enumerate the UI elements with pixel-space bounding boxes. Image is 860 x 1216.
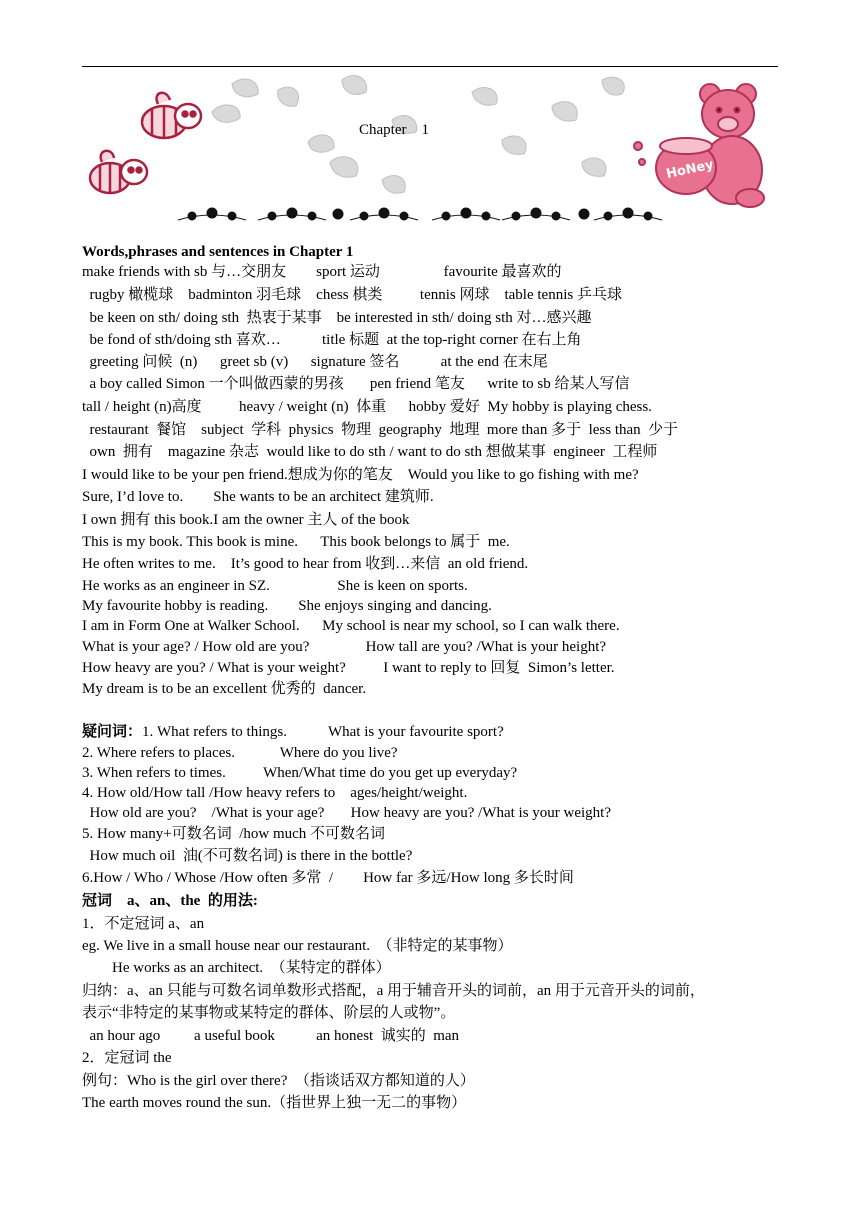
honey-bear-icon	[634, 84, 764, 207]
text-line: make friends with sb 与…交朋友 sport 运动 favourite 最喜欢的	[82, 264, 562, 280]
text-line: Words,phrases and sentences in Chapter 1	[82, 244, 354, 260]
text-line: Sure, I’d love to. She wants to be an architect 建筑师.	[82, 489, 434, 505]
text-line: This is my book. This book is mine. This book belongs to 属于 me.	[82, 534, 510, 550]
text-line: a boy called Simon 一个叫做西蒙的男孩 pen friend 笔友 write to sb 给某人写信	[82, 376, 630, 392]
text-line: I would like to be your pen friend.想成为你的笔友 Would you like to go fishing with me?	[82, 467, 639, 483]
text-line: What is your age? / How old are you? How tall are you? /What is your height?	[82, 639, 607, 655]
text-line: greeting 问候 (n) greet sb (v) signature 签名 at the end 在末尾	[82, 354, 548, 370]
text-line: 4. How old/How tall /How heavy refers to ages/height/weight.	[82, 785, 468, 801]
text-line: eg. We live in a small house near our restaurant. （非特定的某事物）	[82, 938, 513, 954]
text-line: He works as an architect. （某特定的群体）	[82, 960, 391, 976]
text-line	[82, 722, 504, 742]
text-line: 例句：Who is the girl over there? （指谈话双方都知道的人）	[82, 1073, 475, 1089]
text-line: How old are you? /What is your age? How heavy are you? /What is your weight?	[82, 805, 612, 821]
text-line: be fond of sth/doing sth 喜欢… title 标题 at the top-right corner 在右上角	[82, 332, 582, 348]
text-line: be keen on sth/ doing sth 热衷于某事 be interested in sth/ doing sth 对…感兴趣	[82, 310, 592, 326]
text-line: 1．不定冠词 a、an	[82, 916, 205, 932]
header-rule	[82, 66, 778, 67]
text-line: I am in Form One at Walker School. My school is near my school, so I can walk there.	[82, 618, 620, 634]
text-line: tall / height (n)高度 heavy / weight (n) 体重 hobby 爱好 My hobby is playing chess.	[82, 399, 652, 415]
text-line: My dream is to be an excellent 优秀的 dancer.	[82, 681, 367, 697]
line-text: 1. What refers to things. What is your favourite sport?	[142, 724, 504, 740]
text-line: The earth moves round the sun.（指世界上独一无二的事物）	[82, 1095, 467, 1111]
svg-text:HoNey: HoNey	[664, 157, 716, 182]
text-line: 5. How many+可数名词 /how much 不可数名词	[82, 826, 386, 842]
text-line: an hour ago a useful book an honest 诚实的 man	[82, 1028, 460, 1044]
header-decoration	[82, 70, 778, 230]
text-line: rugby 橄榄球 badminton 羽毛球 chess 棋类 tennis 网球 table tennis 乒乓球	[82, 287, 622, 303]
text-line: My favourite hobby is reading. She enjoys singing and dancing.	[82, 598, 492, 614]
bee-icon	[90, 151, 147, 193]
text-line: 表示“非特定的某事物或某特定的群体、阶层的人或物”。	[82, 1005, 456, 1021]
flower-border-icon	[178, 208, 662, 220]
text-line: 6.How / Who / Whose /How often 多常 / How far 多远/How long 多长时间	[82, 870, 574, 886]
text-line: 冠词 a、an、the 的用法:	[82, 893, 258, 909]
text-line: He often writes to me. It’s good to hear from 收到…来信 an old friend.	[82, 556, 529, 572]
bold-label: 疑问词：	[82, 724, 143, 740]
text-line: How heavy are you? / What is your weight? I want to reply to 回复 Simon’s letter.	[82, 660, 615, 676]
text-line: He works as an engineer in SZ. She is keen on sports.	[82, 578, 468, 594]
text-line: 归纳：a、an 只能与可数名词单数形式搭配，a 用于辅音开头的词前，an 用于元音开头的词前，	[82, 983, 705, 999]
text-line: 2. Where refers to places. Where do you live?	[82, 745, 398, 761]
text-line: restaurant 餐馆 subject 学科 physics 物理 geography 地理 more than 多于 less than 少于	[82, 422, 679, 438]
text-line: I own 拥有 this book.I am the owner 主人 of the book	[82, 512, 410, 528]
text-line: 3. When refers to times. When/What time do you get up everyday?	[82, 765, 518, 781]
bee-icon	[142, 93, 201, 138]
text-line: 2．定冠词 the	[82, 1050, 172, 1066]
text-line: How much oil 油(不可数名词) is there in the bottle?	[82, 848, 413, 864]
chapter-title: Chapter 1	[359, 122, 429, 138]
text-line: own 拥有 magazine 杂志 would like to do sth / want to do sth 想做某事 engineer 工程师	[82, 444, 658, 460]
